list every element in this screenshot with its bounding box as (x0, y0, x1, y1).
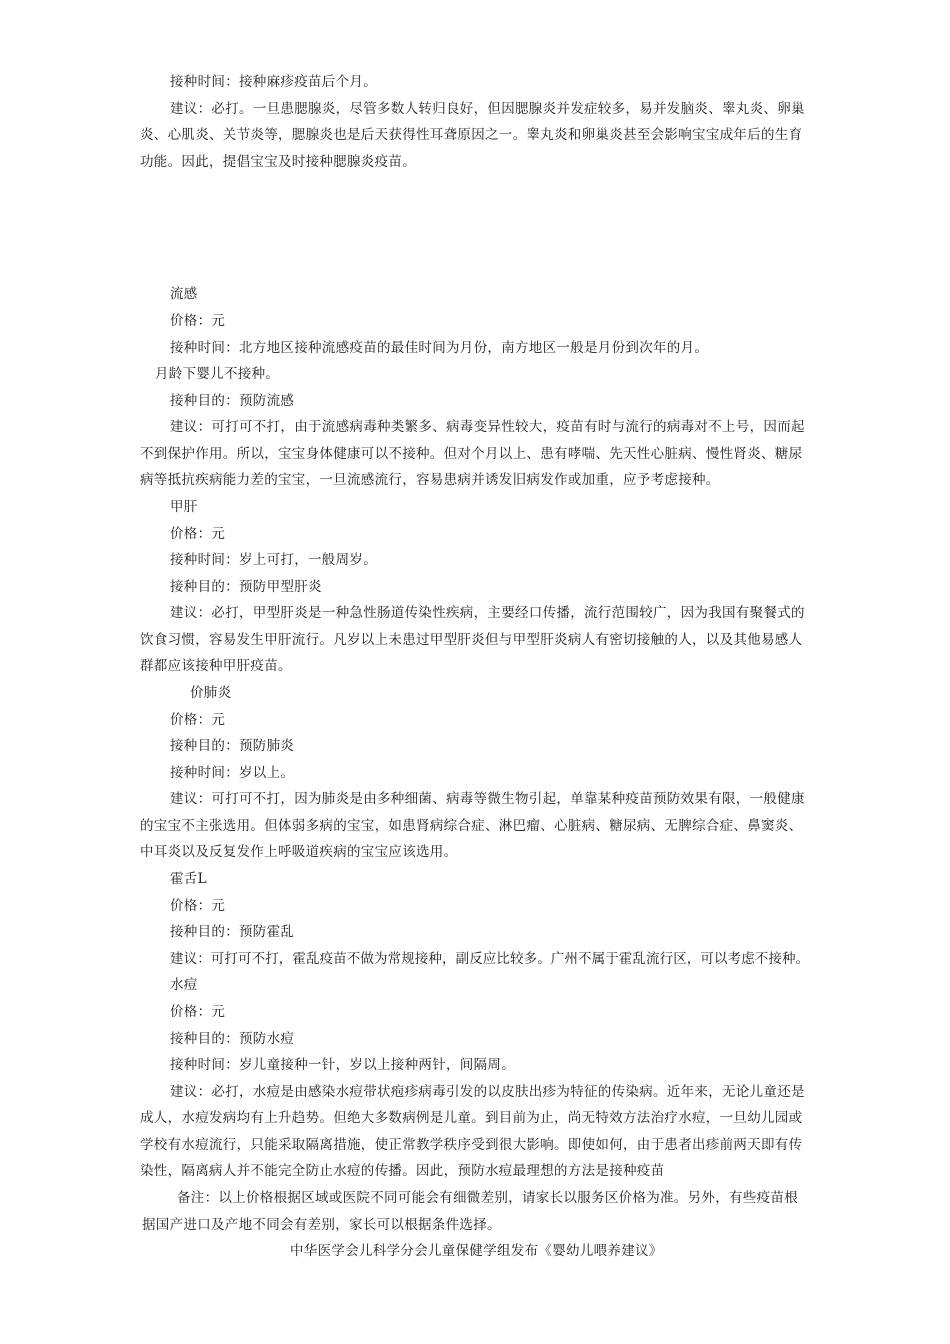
text-line: 价格：元 (170, 313, 226, 329)
text-line: 建议：可打可不打，由于流感病毒种类繁多、病毒变异性较大，疫苗有时与流行的病毒对不上号，因而起 (170, 419, 805, 435)
text-line: 接种目的：预防肺炎 (170, 738, 295, 754)
text-line: 建议：必打。一旦患腮腺炎，尽管多数人转归良好，但因腮腺炎并发症较多，易并发脑炎、睾丸炎、卵巢 (170, 101, 805, 117)
text-line: 月龄下婴儿不接种。 (155, 366, 280, 382)
text-line: 建议：可打可不打，因为肺炎是由多种细菌、病毒等微生物引起，单靠某种疫苗预防效果有限，一般健康 (170, 791, 805, 807)
text-line: 中耳炎以及反复发作上呼吸道疾病的宝宝应该选用。 (140, 844, 458, 860)
text-line: 成人，水痘发病均有上升趋势。但绝大多数病例是儿童。到目前为止，尚无特效方法治疗水痘，一旦幼儿园或 (140, 1110, 803, 1126)
source-footer: 中华医学会儿科学分会儿童保健学组发布《婴幼儿喂养建议》 (290, 1243, 663, 1259)
text-line: 接种时间：接种麻疹疫苗后个月。 (170, 74, 377, 90)
text-line: 接种目的：预防霍乱 (170, 924, 295, 940)
section-heading: 霍舌L (170, 871, 207, 887)
text-line: 群都应该接种甲肝疫苗。 (140, 658, 292, 674)
text-line: 不到保护作用。所以，宝宝身体健康可以不接种。但对个月以上、患有哮喘、先天性心脏病、慢性肾炎、糖尿 (140, 446, 803, 462)
section-heading: 流感 (170, 286, 198, 302)
text-line: 建议：必打，甲型肝炎是一种急性肠道传染性疾病，主要经口传播，流行范围较广，因为我国有聚餐式的 (170, 605, 805, 621)
text-line: 学校有水痘流行，只能采取隔离措施，使正常教学秩序受到很大影响。即使如何，由于患者出疹前两天即有传 (140, 1137, 803, 1153)
text-line: 染性，隔离病人并不能完全防止水痘的传播。因此，预防水痘最理想的方法是接种疫苗 (140, 1163, 665, 1179)
text-line: 价格：元 (170, 898, 226, 914)
text-line: 的宝宝不主张选用。但体弱多病的宝宝，如患肾病综合症、淋巴瘤、心脏病、糖尿病、无脾综合症、鼻窦炎、 (140, 818, 803, 834)
text-line: 建议：必打，水痘是由感染水痘带状疱疹病毒引发的以皮肤出疹为特征的传染病。近年来，无论儿童还是 (170, 1084, 805, 1100)
text-line: 接种时间：北方地区接种流感疫苗的最佳时间为月份，南方地区一般是月份到次年的月。 (170, 340, 709, 356)
text-line: 病等抵抗疾病能力差的宝宝，一旦流感流行，容易患病并诱发旧病发作或加重，应予考虑接种。 (140, 472, 720, 488)
text-line: 接种目的：预防水痘 (170, 1031, 295, 1047)
text-line: 建议：可打可不打，霍乱疫苗不做为常规接种，副反应比较多。广州不属于霍乱流行区，可以考虑不接种。 (170, 951, 810, 967)
text-line: 炎、心肌炎、关节炎等，腮腺炎也是后天获得性耳聋原因之一。睾丸炎和卵巢炎甚至会影响宝宝成年后的生育 (140, 127, 803, 143)
note-line: 备注：以上价格根据区域或医院不同可能会有细微差别，请家长以服务区价格为准。另外，有些疫苗根 (177, 1190, 798, 1206)
text-line: 价格：元 (170, 712, 226, 728)
text-line: 接种目的：预防流感 (170, 393, 295, 409)
text-line: 接种目的：预防甲型肝炎 (170, 579, 322, 595)
text-line: 接种时间：岁以上。 (170, 765, 295, 781)
text-line: 接种时间：岁上可打，一般周岁。 (170, 552, 377, 568)
note-line: 据国产进口及产地不同会有差别，家长可以根据条件选择。 (142, 1217, 501, 1233)
section-heading: 价肺炎 (190, 685, 232, 701)
text-line: 饮食习惯，容易发生甲肝流行。凡岁以上未患过甲型肝炎但与甲型肝炎病人有密切接触的人，以及其他易感人 (140, 632, 803, 648)
section-heading: 水痘 (170, 977, 198, 993)
text-line: 价格：元 (170, 526, 226, 542)
text-line: 接种时间：岁儿童接种一针，岁以上接种两针，间隔周。 (170, 1057, 515, 1073)
text-line: 价格：元 (170, 1004, 226, 1020)
text-line: 功能。因此，提倡宝宝及时接种腮腺炎疫苗。 (140, 154, 416, 170)
section-heading: 甲肝 (170, 499, 198, 515)
